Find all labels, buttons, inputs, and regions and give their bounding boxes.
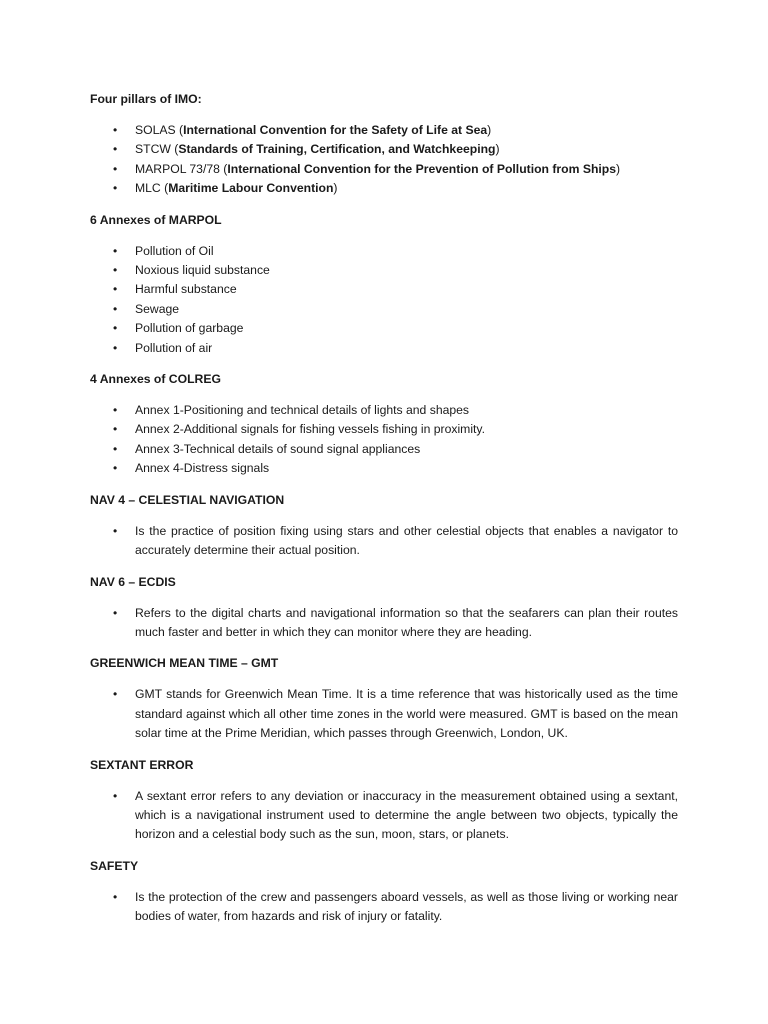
nav6-heading: NAV 6 – ECDIS <box>90 574 176 589</box>
bullet-icon: • <box>113 788 118 803</box>
bullet-icon: • <box>113 142 118 157</box>
bullet-icon: • <box>113 301 118 316</box>
marpol-list <box>90 242 678 358</box>
list-item: • MARPOL 73/78 (International Convention for the Prevention of Pollution from Ships) <box>90 160 678 179</box>
safety-list <box>90 888 678 927</box>
nav4-list <box>90 522 678 561</box>
list-item: • Annex 4-Distress signals <box>90 459 678 478</box>
gmt-list <box>90 685 678 743</box>
list-item: • Pollution of garbage <box>90 319 678 338</box>
bullet-icon: • <box>113 161 118 176</box>
bullet-icon: • <box>113 889 118 904</box>
list-item: • SOLAS (International Convention for the Safety of Life at Sea) <box>90 121 678 140</box>
list-item: • Noxious liquid substance <box>90 261 678 280</box>
bullet-icon: • <box>113 441 118 456</box>
sextant-heading: SEXTANT ERROR <box>90 757 194 772</box>
list-item: • A sextant error refers to any deviation or inaccuracy in the measurement obtained using a sextant, which is a navigational instrument used to determine the angle between two objects, typically the horizon and a celestial body such as the sun, moon, stars, or planets. <box>113 788 678 842</box>
list-item: • Sewage <box>90 300 678 319</box>
imo-list <box>90 121 678 199</box>
bullet-icon: • <box>113 123 118 137</box>
list-item: • MLC (Maritime Labour Convention) <box>90 179 678 198</box>
bullet-icon: • <box>113 263 118 278</box>
bullet-icon: • <box>113 523 118 538</box>
gmt-heading: GREENWICH MEAN TIME – GMT <box>90 656 279 671</box>
imo-heading: Four pillars of IMO: <box>90 92 202 106</box>
bullet-icon: • <box>113 461 118 476</box>
marpol-heading: 6 Annexes of MARPOL <box>90 212 222 227</box>
bullet-icon: • <box>113 687 118 702</box>
colreg-heading: 4 Annexes of COLREG <box>90 372 221 387</box>
bullet-icon: • <box>113 243 118 258</box>
bullet-icon: • <box>113 282 118 297</box>
list-item: • Pollution of air <box>90 339 678 358</box>
bullet-icon: • <box>113 321 118 336</box>
sextant-list <box>90 787 678 845</box>
list-item: • Pollution of Oil <box>90 242 678 261</box>
list-item: • Annex 2-Additional signals for fishing vessels fishing in proximity. <box>90 420 678 439</box>
document-page <box>90 92 678 941</box>
colreg-list <box>90 401 678 479</box>
list-item: • Is the practice of position fixing using stars and other celestial objects that enables a navigator to accurately determine their actual position. <box>113 523 678 558</box>
bullet-icon: • <box>113 422 118 437</box>
nav6-list <box>90 604 678 643</box>
list-item: • Is the protection of the crew and passengers aboard vessels, as well as those living or working near bodies of water, from hazards and risk of injury or fatality. <box>113 889 678 924</box>
bullet-icon: • <box>113 340 118 355</box>
bullet-icon: • <box>113 181 118 196</box>
list-item: • STCW (Standards of Training, Certification, and Watchkeeping) <box>90 140 678 159</box>
bullet-icon: • <box>113 605 118 620</box>
list-item: • GMT stands for Greenwich Mean Time. It is a time reference that was historically used as the time standard against which all other time zones in the world were measured. GMT is based on the mean solar time at the Prime Meridian, which passes through Greenwich, London, UK. <box>113 687 678 741</box>
list-item: • Annex 3-Technical details of sound signal appliances <box>90 440 678 459</box>
list-item: • Annex 1-Positioning and technical details of lights and shapes <box>90 401 678 420</box>
safety-heading: SAFETY <box>90 858 139 873</box>
nav4-heading: NAV 4 – CELESTIAL NAVIGATION <box>90 492 285 507</box>
list-item: • Harmful substance <box>90 280 678 299</box>
bullet-icon: • <box>113 403 118 418</box>
list-item: • Refers to the digital charts and navigational information so that the seafarers can plan their routes much faster and better in which they can monitor where they are heading. <box>113 605 678 639</box>
